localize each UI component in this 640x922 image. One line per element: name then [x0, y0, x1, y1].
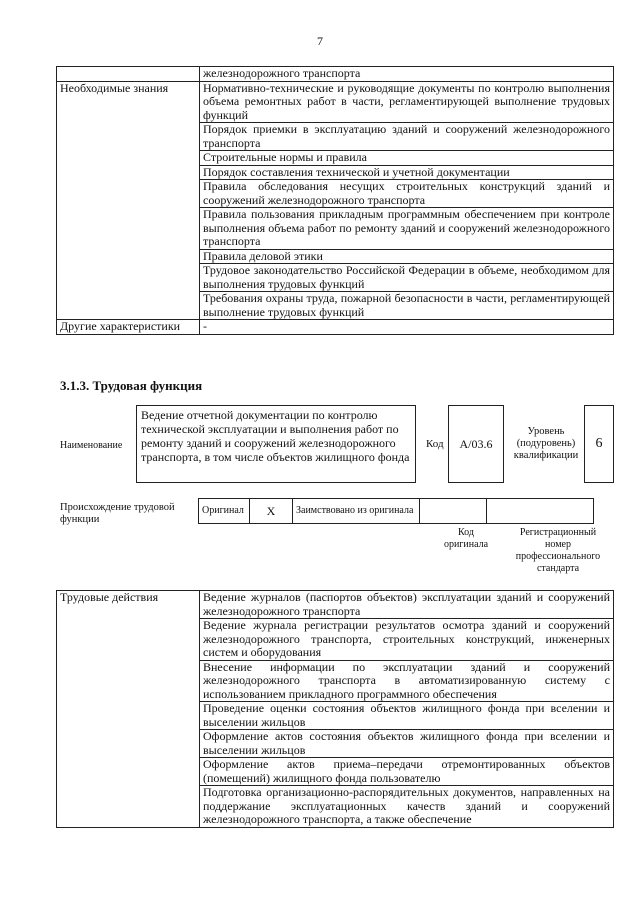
table-row [199, 499, 594, 524]
action-item: Внесение информации по эксплуатации зданий и сооружений железнодорожного транспорта в автоматизированную систему с использованием прикладного программного обеспечения [200, 660, 614, 702]
other-characteristics-label: Другие характеристики [57, 320, 200, 335]
reg-number-cell [487, 499, 594, 524]
knowledge-item: Трудовое законодательство Российской Федерации в объеме, необходимом для выполнения трудовых функций [200, 264, 614, 292]
knowledge-item: Правила обследования несущих строительных конструкций зданий и сооружений железнодорожного транспорта [200, 180, 614, 208]
origin-table [198, 498, 594, 524]
function-name-box: Ведение отчетной документации по контролю технической эксплуатации и выполнения работ по ремонту зданий и сооружений железнодорожного транспорта, в том числе объектов жилищного фонда [136, 405, 416, 483]
reg-number-label: Регистрационный номер профессионального стандарта [515, 527, 601, 574]
action-item: Оформление актов приема–передачи отремонтированных объектов (помещений) жилищного фонда пользователю [200, 758, 614, 786]
page-number: 7 [317, 34, 323, 48]
action-item: Проведение оценки состояния объектов жилищного фонда при вселении и выселении жильцов [200, 702, 614, 730]
code-label: Код [426, 438, 444, 450]
original-mark: X [250, 499, 293, 524]
table-row [57, 320, 614, 335]
knowledge-item: Требования охраны труда, пожарной безопасности в части, регламентирующей выполнение трудовых функций [200, 292, 614, 320]
level-label: Уровень (подуровень) квалификации [513, 426, 579, 461]
actions-section-label: Трудовые действия [57, 591, 200, 828]
knowledge-continuation: железнодорожного транспорта [200, 67, 614, 82]
origin-label: Происхождение трудовой функции [60, 502, 175, 525]
borrowed-label: Заимствовано из оригинала [293, 499, 420, 524]
knowledge-item: Правила деловой этики [200, 249, 614, 264]
section-title: 3.1.3. Трудовая функция [60, 378, 203, 393]
knowledge-item: Нормативно-технические и руководящие документы по контролю выполнения объема ремонтных работ в части, регламентирующей выполнение трудовых функций [200, 81, 614, 123]
knowledge-item: Правила пользования прикладным программным обеспечением при контроле выполнения объема работ по ремонту зданий и сооружений железнодорожного транспорта [200, 208, 614, 250]
code-original-label: Код оригинала [443, 527, 489, 550]
table-cell-empty [57, 67, 200, 82]
other-characteristics-value: - [200, 320, 614, 335]
knowledge-item: Порядок приемки в эксплуатацию зданий и сооружений железнодорожного транспорта [200, 123, 614, 151]
table-row [57, 67, 614, 82]
level-value: 6 [584, 405, 614, 483]
actions-table [56, 590, 614, 828]
original-label: Оригинал [199, 499, 250, 524]
action-item: Ведение журнала регистрации результатов осмотра зданий и сооружений железнодорожного транспорта, строительных конструкций, инженерных систем и оборудования [200, 619, 614, 661]
knowledge-item: Строительные нормы и правила [200, 151, 614, 166]
table-row [57, 591, 614, 619]
action-item: Оформление актов состояния объектов жилищного фонда при вселении и выселении жильцов [200, 730, 614, 758]
knowledge-item: Порядок составления технической и учетной документации [200, 165, 614, 180]
knowledge-section-label: Необходимые знания [57, 81, 200, 320]
action-item: Ведение журналов (паспортов объектов) эксплуатации зданий и сооружений железнодорожного транспорта [200, 591, 614, 619]
table-row [57, 81, 614, 123]
code-original-cell [420, 499, 487, 524]
code-value: А/03.6 [448, 405, 504, 483]
name-label: Наименование [60, 440, 123, 451]
knowledge-table [56, 66, 614, 335]
action-item: Подготовка организационно-распорядительных документов, направленных на поддержание эксплуатационных качеств зданий и сооружений железнодорожного транспорта, а также обеспечение [200, 786, 614, 828]
